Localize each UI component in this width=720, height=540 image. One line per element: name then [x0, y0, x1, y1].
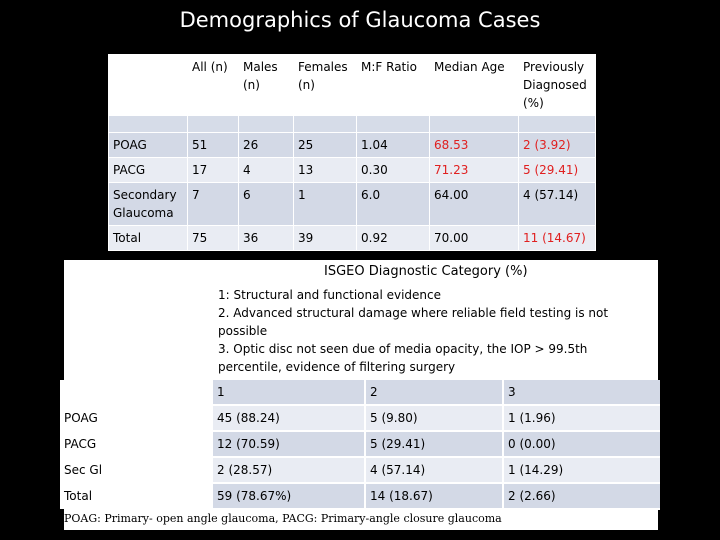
- demographics-table: [108, 54, 596, 251]
- cell: 0.92: [357, 226, 430, 251]
- cell: 5 (9.80): [365, 405, 503, 431]
- header-all: All (n): [188, 55, 239, 116]
- footnote: POAG: Primary- open angle glaucoma, PACG: Primary-angle closure glaucoma: [64, 512, 502, 525]
- cell: 12 (70.59): [212, 431, 365, 457]
- cell: 39: [294, 226, 357, 251]
- row-label: PACG: [109, 158, 188, 183]
- row-label: Total: [60, 483, 212, 509]
- slide-title: Demographics of Glaucoma Cases: [179, 8, 541, 32]
- header-cat-3: 3: [503, 380, 660, 405]
- table-row: [109, 133, 596, 158]
- cell: 4 (57.14): [519, 183, 596, 226]
- table-row: [109, 158, 596, 183]
- row-label: POAG: [109, 133, 188, 158]
- header-mf-ratio: M:F Ratio: [357, 55, 430, 116]
- cell: 75: [188, 226, 239, 251]
- cell: 2 (28.57): [212, 457, 365, 483]
- table-row: [60, 457, 660, 483]
- panel-title: ISGEO Diagnostic Category (%): [324, 264, 528, 279]
- blank-header-cell: [109, 55, 188, 116]
- cell: 1 (14.29): [503, 457, 660, 483]
- cell-highlight: 5 (29.41): [519, 158, 596, 183]
- row-label: Sec Gl: [60, 457, 212, 483]
- cell: 2 (2.66): [503, 483, 660, 509]
- header-cat-2: 2: [365, 380, 503, 405]
- header-females: Females (n): [294, 55, 357, 116]
- cell: 1.04: [357, 133, 430, 158]
- row-label: PACG: [60, 431, 212, 457]
- note-1: 1: Structural and functional evidence: [218, 288, 442, 302]
- cell: 6.0: [357, 183, 430, 226]
- header-males: Males (n): [239, 55, 294, 116]
- cell: 1: [294, 183, 357, 226]
- table-row: [109, 226, 596, 251]
- table-header-row: [60, 380, 660, 405]
- cell: 5 (29.41): [365, 431, 503, 457]
- cell-highlight: 71.23: [430, 158, 519, 183]
- cell: 17: [188, 158, 239, 183]
- note-2: 2. Advanced structural damage where reliable field testing is not possible: [218, 306, 609, 338]
- cell-highlight: 68.53: [430, 133, 519, 158]
- table-row: [60, 405, 660, 431]
- cell: 14 (18.67): [365, 483, 503, 509]
- table-header-row: [109, 55, 596, 116]
- cell-highlight: 2 (3.92): [519, 133, 596, 158]
- row-label: POAG: [60, 405, 212, 431]
- blank-header-cell: [60, 380, 212, 405]
- cell: 4 (57.14): [365, 457, 503, 483]
- cell: 7: [188, 183, 239, 226]
- table-row: [60, 483, 660, 509]
- cell: 1 (1.96): [503, 405, 660, 431]
- cell: 59 (78.67%): [212, 483, 365, 509]
- header-median-age: Median Age: [430, 55, 519, 116]
- cell: 13: [294, 158, 357, 183]
- note-3: 3. Optic disc not seen due of media opacity, the IOP > 99.5th percentile, evidence of filtering surgery: [218, 342, 588, 374]
- header-cat-1: 1: [212, 380, 365, 405]
- row-label: Secondary Glaucoma: [109, 183, 188, 226]
- table-row: [60, 431, 660, 457]
- cell: 25: [294, 133, 357, 158]
- isgeo-table: [60, 380, 660, 510]
- category-notes: [218, 286, 654, 376]
- cell: 0 (0.00): [503, 431, 660, 457]
- cell: 70.00: [430, 226, 519, 251]
- spacer-row: [109, 116, 596, 133]
- table-row: [109, 183, 596, 226]
- cell: 64.00: [430, 183, 519, 226]
- header-previously-diagnosed: Previously Diagnosed (%): [519, 55, 596, 116]
- cell: 51: [188, 133, 239, 158]
- cell: 45 (88.24): [212, 405, 365, 431]
- cell: 26: [239, 133, 294, 158]
- cell-highlight: 11 (14.67): [519, 226, 596, 251]
- cell: 0.30: [357, 158, 430, 183]
- cell: 36: [239, 226, 294, 251]
- cell: 6: [239, 183, 294, 226]
- row-label: Total: [109, 226, 188, 251]
- cell: 4: [239, 158, 294, 183]
